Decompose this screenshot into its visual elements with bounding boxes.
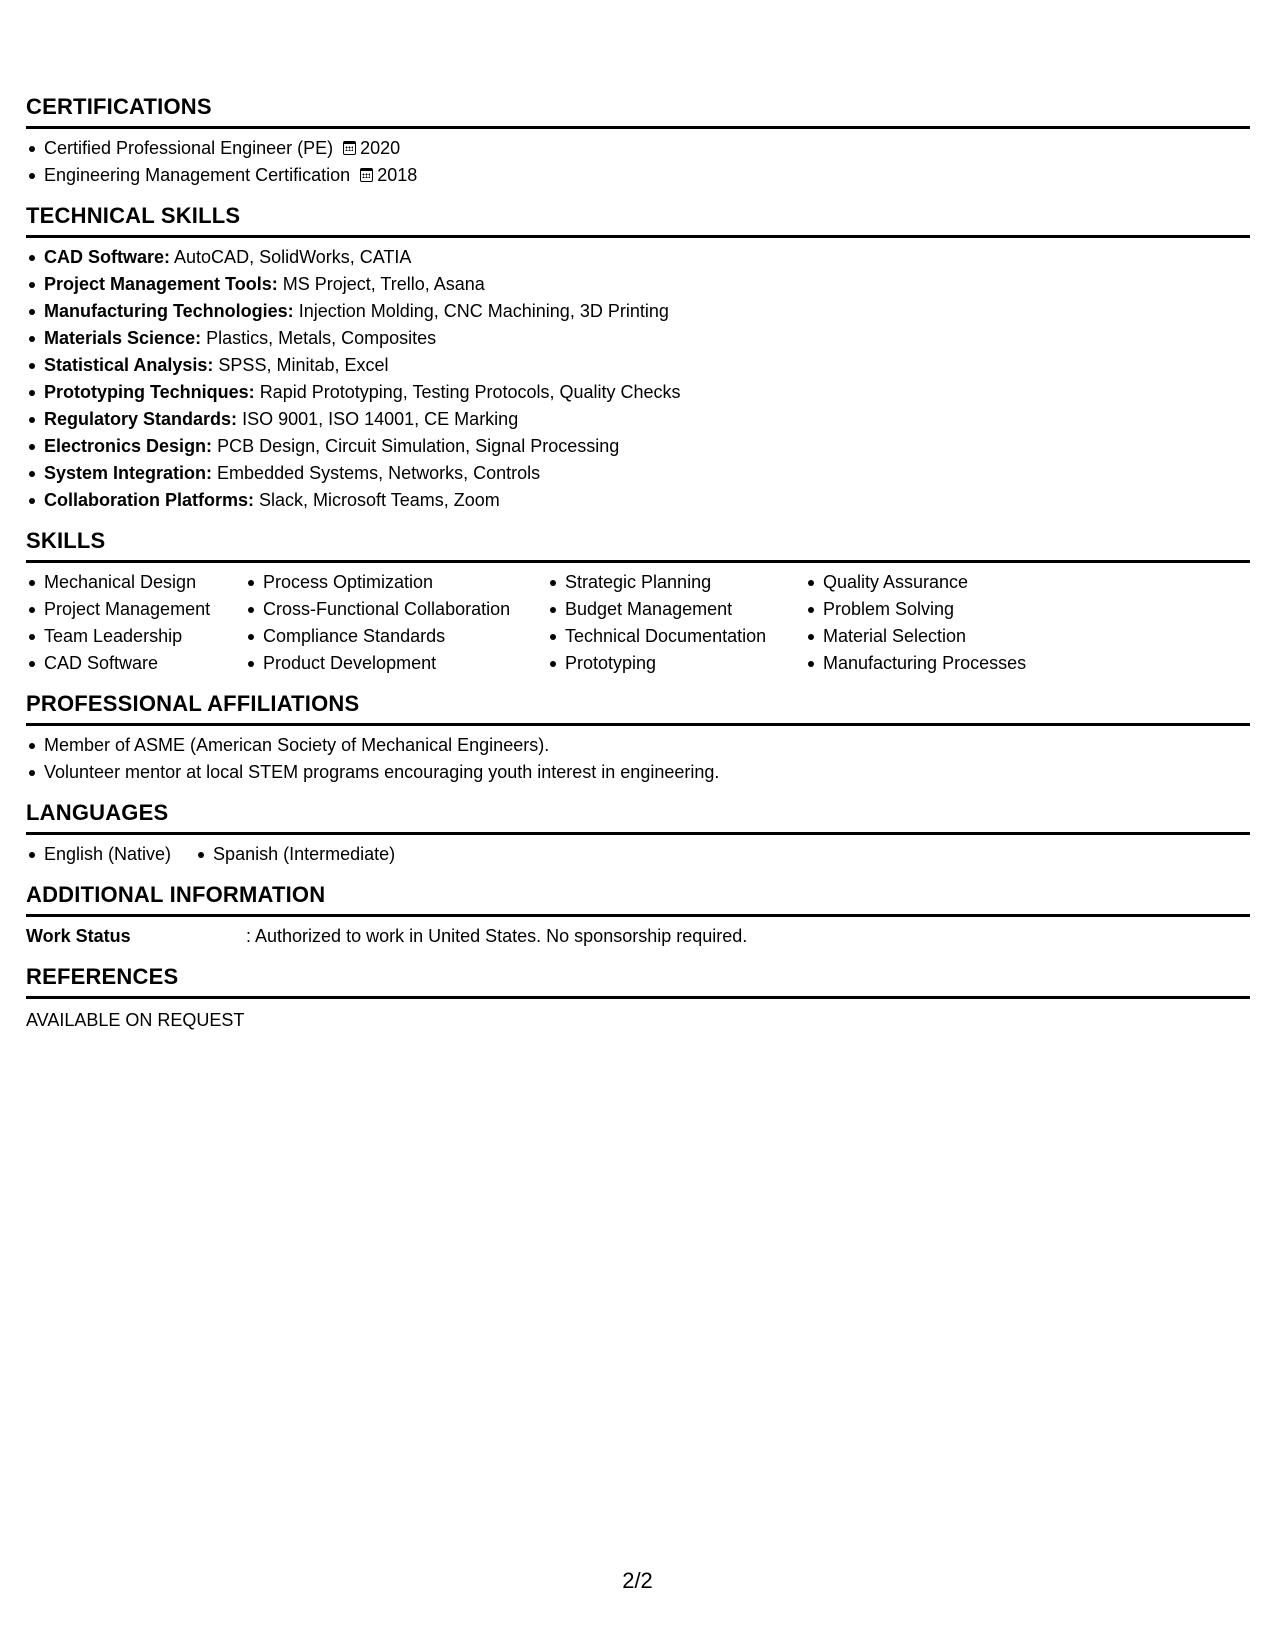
skills-grid [26,569,1250,677]
affiliations-heading: PROFESSIONAL AFFILIATIONS [26,691,1250,726]
technical-skill-label: System Integration: [44,463,213,483]
technical-skill-item [26,244,1250,271]
technical-skill-value: AutoCAD, SolidWorks, CATIA [174,247,412,267]
skills-column [547,569,805,677]
skill-item: Process Optimization [245,569,547,596]
page-number: 2/2 [622,1568,653,1593]
affiliations-section [26,691,1250,786]
languages-section [26,800,1250,868]
skill-item: Compliance Standards [245,623,547,650]
skill-item: Cross-Functional Collaboration [245,596,547,623]
language-item: English (Native) [26,841,171,868]
calendar-icon [343,141,356,155]
certification-year: 2018 [377,165,418,185]
affiliation-item: Volunteer mentor at local STEM programs encouraging youth interest in engineering. [26,759,1250,786]
additional-info-section [26,882,1250,950]
skills-column [26,569,245,677]
skill-item: Project Management [26,596,245,623]
technical-skill-item [26,406,1250,433]
technical-skill-value: ISO 9001, ISO 14001, CE Marking [242,409,519,429]
skill-item: Product Development [245,650,547,677]
skill-item: Prototyping [547,650,805,677]
technical-skill-label: Regulatory Standards: [44,409,238,429]
calendar-icon [360,168,373,182]
technical-skill-item [26,379,1250,406]
technical-skill-value: Plastics, Metals, Composites [206,328,437,348]
skill-item: Manufacturing Processes [805,650,1065,677]
affiliations-list [26,732,1250,786]
references-section [26,964,1250,1034]
technical-skills-heading: TECHNICAL SKILLS [26,203,1250,238]
technical-skill-item [26,460,1250,487]
skill-item: Strategic Planning [547,569,805,596]
references-heading: REFERENCES [26,964,1250,999]
technical-skill-label: Materials Science: [44,328,202,348]
technical-skill-item [26,325,1250,352]
language-item: Spanish (Intermediate) [195,841,395,868]
skill-item: Mechanical Design [26,569,245,596]
technical-skill-value: Embedded Systems, Networks, Controls [217,463,541,483]
technical-skills-list [26,244,1250,514]
technical-skill-value: MS Project, Trello, Asana [282,274,485,294]
technical-skill-label: Manufacturing Technologies: [44,301,294,321]
certifications-list [26,135,1250,189]
certification-year: 2020 [360,138,401,158]
skill-item: Quality Assurance [805,569,1065,596]
technical-skill-label: Collaboration Platforms: [44,490,255,510]
technical-skill-item [26,487,1250,514]
skill-item: Team Leadership [26,623,245,650]
certifications-heading: CERTIFICATIONS [26,94,1250,129]
skills-section [26,528,1250,677]
technical-skill-label: Prototyping Techniques: [44,382,255,402]
resume-page [26,94,1250,1048]
technical-skill-label: Project Management Tools: [44,274,278,294]
certification-item [26,162,1250,189]
technical-skill-item [26,298,1250,325]
skills-column [805,569,1065,677]
skill-item: Budget Management [547,596,805,623]
skill-item: CAD Software [26,650,245,677]
certification-name: Certified Professional Engineer (PE) [44,138,334,158]
languages-heading: LANGUAGES [26,800,1250,835]
references-text: AVAILABLE ON REQUEST [26,1010,245,1030]
technical-skill-value: Injection Molding, CNC Machining, 3D Printing [298,301,669,321]
certifications-section [26,94,1250,189]
languages-list [26,841,1250,868]
technical-skill-value: Rapid Prototyping, Testing Protocols, Quality Checks [259,382,681,402]
technical-skill-value: Slack, Microsoft Teams, Zoom [259,490,500,510]
technical-skills-section [26,203,1250,514]
technical-skill-label: Electronics Design: [44,436,213,456]
technical-skill-value: SPSS, Minitab, Excel [218,355,389,375]
skill-item: Technical Documentation [547,623,805,650]
technical-skill-item [26,271,1250,298]
work-status-value: : Authorized to work in United States. No sponsorship required. [246,926,748,946]
technical-skill-item [26,433,1250,460]
skill-item: Problem Solving [805,596,1065,623]
technical-skill-label: Statistical Analysis: [44,355,214,375]
skill-item: Material Selection [805,623,1065,650]
certification-name: Engineering Management Certification [44,165,351,185]
certification-item [26,135,1250,162]
technical-skill-item [26,352,1250,379]
technical-skill-value: PCB Design, Circuit Simulation, Signal Processing [217,436,620,456]
work-status-row [26,923,1250,950]
skills-heading: SKILLS [26,528,1250,563]
technical-skill-label: CAD Software: [44,247,171,267]
work-status-label: Work Status [26,926,131,946]
skills-column [245,569,547,677]
affiliation-item: Member of ASME (American Society of Mechanical Engineers). [26,732,1250,759]
additional-info-heading: ADDITIONAL INFORMATION [26,882,1250,917]
